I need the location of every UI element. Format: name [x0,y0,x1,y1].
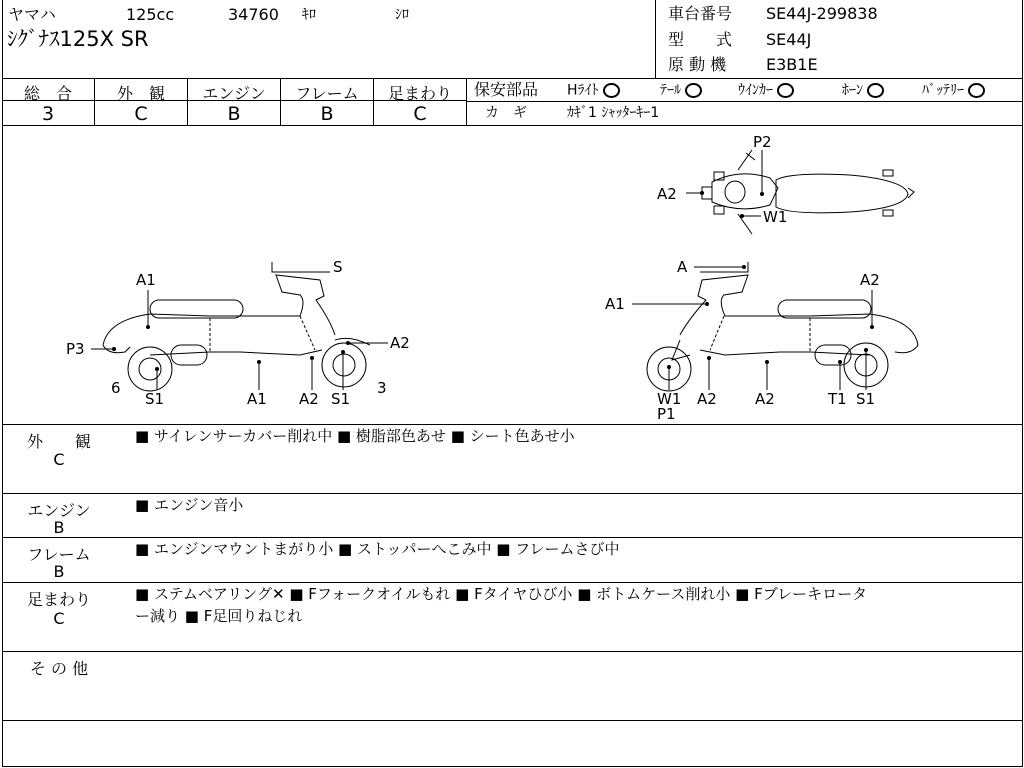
label-a1: A1 [605,295,625,313]
ok-circle-icon [968,83,985,98]
safety-item: ｳｲﾝｶｰ [738,83,794,98]
label-s1: S1 [856,390,876,408]
label-a2: A2 [390,334,410,352]
remark-label: 外 観 [26,432,91,451]
rule [2,424,1022,425]
rule [2,651,1022,652]
frame-no-label: 車台番号 [668,4,733,23]
grade-value: B [320,103,334,125]
remark-text: ■ エンジン音小 [135,496,244,514]
remark-text: ■ サイレンサーカバー削れ中 ■ 樹脂部色あせ ■ シート色あせ小 [135,427,575,445]
rule [2,537,1022,538]
grade-label: フレーム [295,84,359,103]
ok-circle-icon [867,83,884,98]
rule [2,720,1022,721]
label-w1: W1 [657,390,682,408]
grade-label: エンジン [202,84,266,103]
key-label: カ ギ [485,105,527,121]
label-6: 6 [111,379,121,397]
rule [2,582,1022,583]
label-3: 3 [377,379,387,397]
label-w1: W1 [763,208,788,226]
type-label: 型 式 [668,30,733,49]
remark-text: ■ ステムベアリング✕ ■ Fフォークオイルもれ ■ Fタイヤひび小 ■ ボトムケース削れ小 ■ Fブレーキロータ [135,585,868,603]
safety-item: ﾎｰﾝ [842,83,884,98]
model-name: ｼｸﾞﾅｽ125X SR [7,27,149,51]
label-p3: P3 [66,340,85,358]
remark-label: エンジン [27,501,91,520]
type-value: SE44J [766,30,812,49]
rule [2,493,1022,494]
remark-label: 足まわり [26,590,91,609]
label-p1: P1 [657,405,676,423]
remark-label: そ の 他 [29,659,89,678]
label-a2: A2 [755,390,775,408]
remark-grade: C [53,450,65,469]
header-divider [655,0,656,78]
scooter-top-view [702,150,914,234]
label-a2: A2 [697,390,717,408]
label-a1: A1 [247,390,267,408]
key-value: ｶｷﾞ1 ｼｬｯﾀｰｷｰ1 [567,105,660,121]
grade-value: C [134,103,148,125]
safety-mid-rule [466,101,1022,102]
grade-label: 足まわり [387,84,452,103]
remark-grade: B [53,562,65,581]
mileage: 34760 [228,5,279,24]
mileage-unit: ｷﾛ [302,7,316,23]
label-p2: P2 [753,133,772,151]
safety-label: 保安部品 [474,80,539,99]
ok-circle-icon [777,83,794,98]
safety-item: ﾊﾞｯﾃﾘｰ [922,83,985,98]
label-a: A [677,258,688,276]
remark-grade: B [53,518,65,537]
label-s1: S1 [331,390,351,408]
frame-no: SE44J-299838 [766,4,878,23]
label-s: S [333,258,343,276]
grade-label: 総 合 [23,84,72,103]
remark-label: フレーム [27,545,91,564]
left-view-labels [66,258,410,408]
engine-label: 原 動 機 [668,55,727,74]
label-a1: A1 [136,271,156,289]
remark-text-cont: ー減り ■ F足回りねじれ [135,607,303,625]
color: ｼﾛ [395,7,409,23]
label-t1: T1 [828,390,847,408]
rule [2,78,1022,79]
displacement: 125cc [126,5,175,24]
remark-text: ■ エンジンマウントまがり小 ■ ストッパーへこみ中 ■ フレームさび中 [135,540,620,558]
ok-circle-icon [685,83,702,98]
label-s1: S1 [145,390,165,408]
remark-grade: C [53,609,65,628]
ok-circle-icon [603,83,620,98]
label-a2: A2 [860,271,880,289]
engine-value: E3B1E [766,55,818,74]
label-a2: A2 [657,185,677,203]
grade-value: C [413,103,427,125]
grade-value: 3 [41,103,55,125]
maker: ヤマハ [8,5,56,24]
damage-diagram [0,126,1024,424]
right-view-labels [605,258,880,423]
grade-label: 外 観 [116,84,165,103]
safety-item: Hﾗｲﾄ [567,83,620,98]
grade-value: B [227,103,241,125]
label-a2: A2 [299,390,319,408]
safety-item: ﾃｰﾙ [660,83,702,98]
